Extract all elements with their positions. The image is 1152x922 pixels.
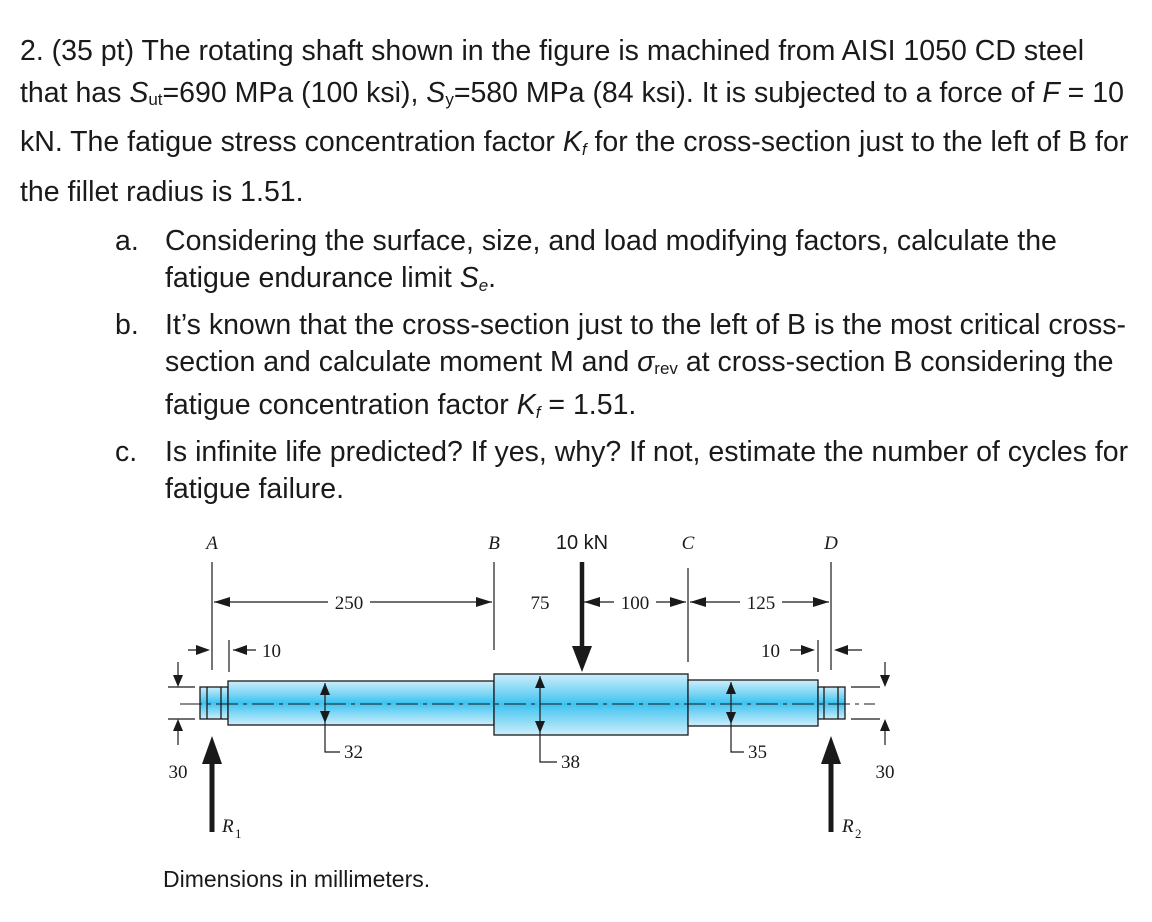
kf-symbol: K: [562, 126, 582, 158]
force-label: 10 kN: [555, 532, 609, 554]
sut-symbol: S: [129, 77, 149, 109]
label-d: D: [824, 533, 838, 554]
se-symbol: S: [459, 262, 479, 294]
dim-10-left-text: 10: [262, 641, 281, 662]
part-c-marker: c.: [115, 436, 138, 468]
dim-10-right-text: 10: [761, 641, 780, 662]
dim-38-text: 38: [561, 752, 580, 773]
kf2-symbol: K: [516, 389, 536, 421]
problem-intro: 2. (35 pt) The rotating shaft shown in the figure is machined from AISI 1050 CD steel that has: [20, 35, 1085, 109]
part-b-marker: b.: [115, 309, 139, 341]
dim-250-text: 250: [334, 593, 364, 614]
sigma-subscript: rev: [654, 359, 678, 378]
reaction-r2: [821, 736, 862, 841]
sy-value: =580 MPa (84 ksi). It is subjected to a force of: [453, 77, 1035, 109]
shaft-bearing-right: [818, 687, 845, 719]
sut-value: =690 MPa (100 ksi),: [162, 77, 419, 109]
part-a-marker: a.: [115, 225, 139, 257]
label-a: A: [206, 533, 218, 554]
sut-subscript: ut: [148, 90, 163, 109]
dimension-10-right: [761, 640, 862, 672]
dim-30-left-text: 30: [168, 762, 188, 783]
r1-symbol: R: [222, 816, 234, 837]
label-b: B: [488, 533, 500, 554]
dim-100-text: 100: [620, 593, 650, 614]
part-a-text: Considering the surface, size, and load modifying factors, calculate the fatigue endurance limit: [165, 225, 1057, 294]
force-symbol: F: [1042, 77, 1060, 109]
sigma-symbol: σ: [637, 346, 655, 378]
dimension-30-right: [851, 662, 895, 783]
force-value: = 10 kN. The fatigue stress concentration factor: [20, 77, 1124, 158]
shaft-bearing-left: [200, 687, 228, 719]
dimension-250: [214, 593, 492, 614]
part-b-text: It’s known that the cross-section just to the left of B is the most critical cross-section and calculate moment M and: [165, 309, 1126, 378]
dimension-30-left: [168, 662, 195, 783]
dim-35-text: 35: [748, 742, 767, 763]
dim-32-text: 32: [344, 742, 363, 763]
dimension-125: [690, 593, 829, 614]
dim-75-text: 75: [530, 593, 550, 614]
part-a-end: .: [488, 262, 497, 294]
kf-subscript: f: [581, 140, 587, 159]
force-arrow: [572, 562, 592, 672]
shaft-segment-32: [228, 681, 494, 725]
dimension-10-left: [188, 640, 281, 672]
kf2-subscript: f: [535, 403, 541, 422]
part-b-text-2: at cross-section B considering the fatigue concentration factor: [165, 346, 1114, 421]
label-c: C: [681, 533, 695, 554]
figure-caption: Dimensions in millimeters.: [163, 866, 431, 892]
sy-subscript: y: [445, 90, 454, 109]
se-subscript: e: [478, 276, 489, 295]
r2-subscript: 2: [855, 826, 862, 841]
reaction-r1: [202, 736, 242, 841]
r1-subscript: 1: [235, 826, 242, 841]
sy-symbol: S: [426, 77, 446, 109]
part-b-text-3: = 1.51.: [548, 389, 637, 421]
r2-symbol: R: [842, 816, 854, 837]
shaft-segment-35: [688, 680, 818, 726]
dim-125-text: 125: [746, 593, 776, 614]
dimension-100: [584, 593, 686, 614]
dim-30-right-text: 30: [875, 762, 895, 783]
part-c-text: Is infinite life predicted? If yes, why? If not, estimate the number of cycles for fatigue failure.: [165, 436, 1129, 505]
problem-tail: for the cross-section just to the left of B for the fillet radius is 1.51.: [20, 126, 1129, 208]
